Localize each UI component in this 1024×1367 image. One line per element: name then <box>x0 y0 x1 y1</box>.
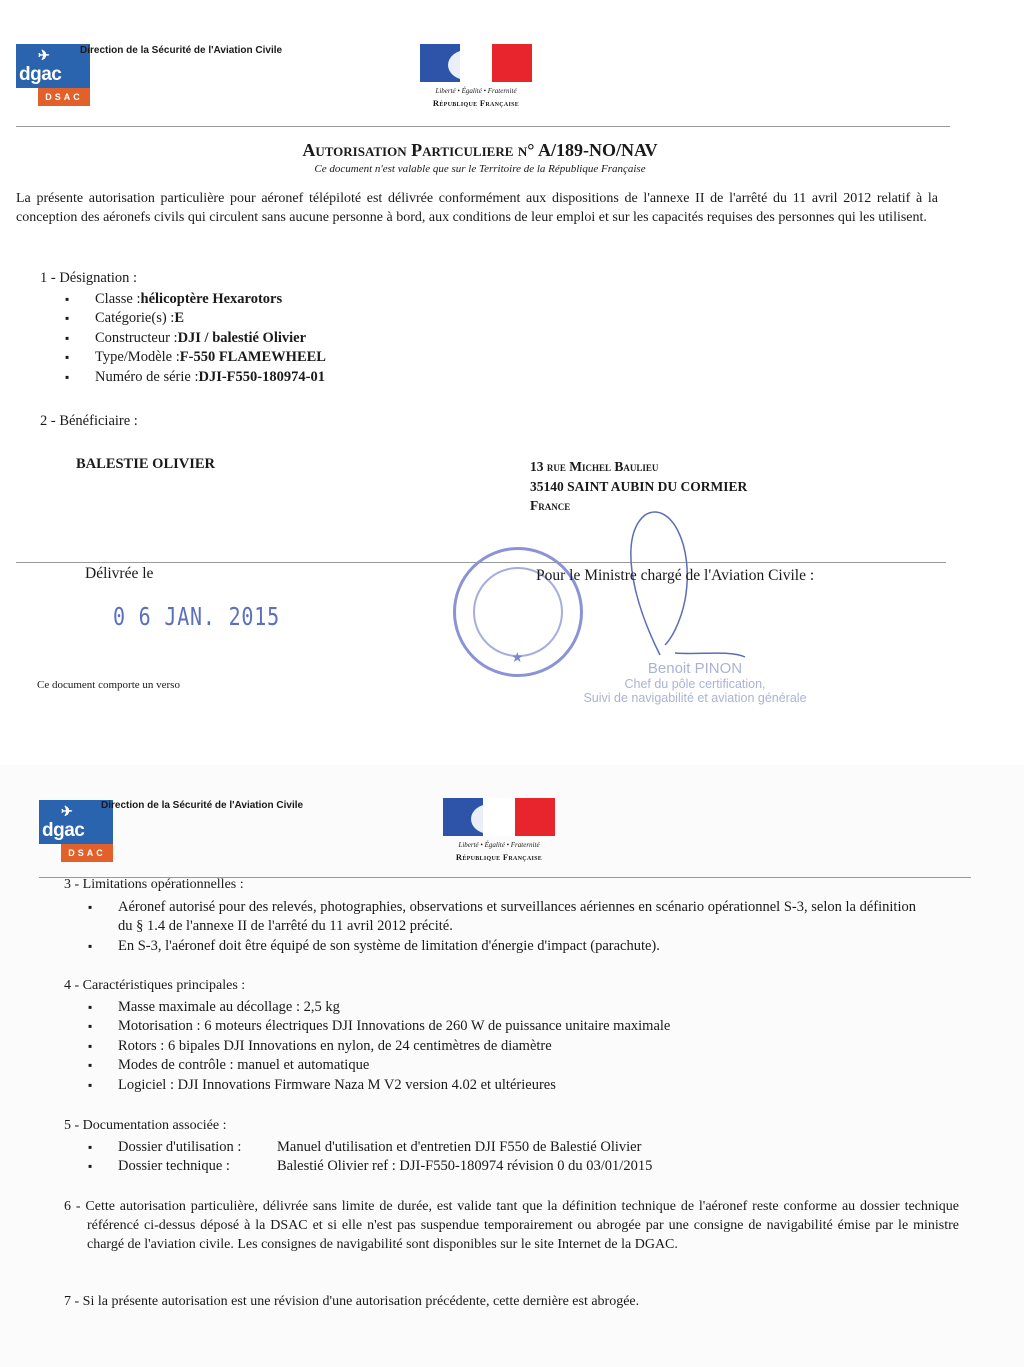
tricolor-flag-icon <box>443 798 555 836</box>
beneficiaire-name: BALESTIE OLIVIER <box>76 456 216 472</box>
document-subtitle: Ce document n'est valable que sur le Territoire de la République Française <box>314 163 646 175</box>
list-item: ▪ Classe :hélicoptère Hexarotors <box>65 290 326 309</box>
marianne-logo <box>420 44 532 108</box>
designation-heading: 1 - Désignation : <box>40 270 138 286</box>
intro-paragraph: La présente autorisation particulière pour aéronef télépiloté est délivrée conformément aux dispositions de l'annexe II de l'arrêté du 11 avril 2012 relatif à la conception des aéronefs civils qui circulent sans aucune personne à bord, aux conditions de leur emploi et sur les capacités requises des personnes qui les utilisent. <box>16 191 938 225</box>
limitations-list <box>88 898 916 956</box>
dsac-text: DSAC <box>38 88 90 106</box>
list-item: ▪ Aéronef autorisé pour des relevés, photographies, observations et surveillances aériennes en scénario opérationnel S-3, selon la définition du § 1.4 de l'annexe II de l'arrêté du 11 avril 2012 précité. <box>88 898 916 937</box>
abrogation-paragraph: 7 - Si la présente autorisation est une révision d'une autorisation précédente, cette dernière est abrogée. <box>64 1294 640 1309</box>
page-verso <box>0 765 1024 1367</box>
tricolor-flag-icon <box>420 44 532 82</box>
marianne-logo <box>443 798 555 862</box>
caracteristiques-heading: 4 - Caractéristiques principales : <box>64 978 246 993</box>
dgac-text: dgac <box>19 64 62 85</box>
delivree-label: Délivrée le <box>85 565 154 582</box>
list-item: ▪ Dossier d'utilisation : Manuel d'utilisation et d'entretien DJI F550 de Balestié Olivier <box>88 1138 916 1157</box>
header-divider <box>16 126 950 127</box>
documentation-list <box>88 1138 916 1177</box>
verso-note: Ce document comporte un verso <box>37 679 180 691</box>
republic-name: République Française <box>432 98 520 108</box>
list-item: ▪ Numéro de série :DJI-F550-180974-01 <box>65 368 326 387</box>
plane-icon: ✈ <box>38 47 50 63</box>
plane-icon: ✈ <box>61 803 73 819</box>
list-item: ▪ Type/Modèle :F-550 FLAMEWHEEL <box>65 348 326 367</box>
dsac-text: DSAC <box>61 844 113 862</box>
caracteristiques-list <box>88 998 916 1095</box>
list-item: ▪ Modes de contrôle : manuel et automatique <box>88 1056 916 1075</box>
page-gap <box>0 725 1024 765</box>
documentation-heading: 5 - Documentation associée : <box>64 1118 227 1133</box>
list-item: ▪ Catégorie(s) :E <box>65 309 326 328</box>
list-item: ▪ En S-3, l'aéronef doit être équipé de son système de limitation d'énergie d'impact (parachute). <box>88 937 916 956</box>
signature-icon <box>600 505 760 680</box>
dgac-logo <box>16 44 90 106</box>
validity-paragraph: 6 - Cette autorisation particulière, délivrée sans limite de durée, est valide tant que la définition technique de l'aéronef reste conforme au dossier technique référencé ci-dessus déposé à la DSAC et si elle n'est pas suspendue temporairement ou abrogée par une consigne de navigabilité émise par le ministre chargé de l'aviation civile. Les consignes de navigabilité sont disponibles sur le site Internet de la DGAC. <box>64 1199 959 1252</box>
direction-title: Direction de la Sécurité de l'Aviation Civile <box>80 45 283 56</box>
pour-ministre-text: Pour le Ministre chargé de l'Aviation Civile : <box>536 567 815 584</box>
document-title: Autorisation Particuliere n° A/189-NO/NAV <box>302 140 658 160</box>
designation-list <box>65 290 326 387</box>
beneficiaire-heading: 2 - Bénéficiaire : <box>40 413 138 429</box>
republic-name: République Française <box>455 852 543 862</box>
direction-title: Direction de la Sécurité de l'Aviation Civile <box>101 800 304 811</box>
republic-motto: Liberté • Égalité • Fraternité <box>458 841 540 849</box>
list-item: ▪ Constructeur :DJI / balestié Olivier <box>65 329 326 348</box>
dgac-text: dgac <box>42 820 85 841</box>
list-item: ▪ Dossier technique : Balestié Olivier ref : DJI-F550-180974 révision 0 du 03/01/2015 <box>88 1157 916 1176</box>
limitations-heading: 3 - Limitations opérationnelles : <box>64 877 244 892</box>
date-stamp: 0 6 JAN. 2015 <box>113 602 280 631</box>
beneficiaire-address: 13 rue Michel Baulieu 35140 SAINT AUBIN DU CORMIER France <box>530 459 748 513</box>
list-item: ▪ Logiciel : DJI Innovations Firmware Naza M V2 version 4.02 et ultérieures <box>88 1076 916 1095</box>
list-item: ▪ Motorisation : 6 moteurs électriques DJI Innovations de 260 W de puissance unitaire maximale <box>88 1017 916 1036</box>
official-seal-icon: ★ <box>453 547 583 677</box>
republic-motto: Liberté • Égalité • Fraternité <box>435 87 517 95</box>
list-item: ▪ Masse maximale au décollage : 2,5 kg <box>88 998 916 1017</box>
signatory-stamp: Benoit PINON Chef du pôle certification, Suivi de navigabilité et aviation générale <box>583 660 807 705</box>
list-item: ▪ Rotors : 6 bipales DJI Innovations en nylon, de 24 centimètres de diamètre <box>88 1037 916 1056</box>
